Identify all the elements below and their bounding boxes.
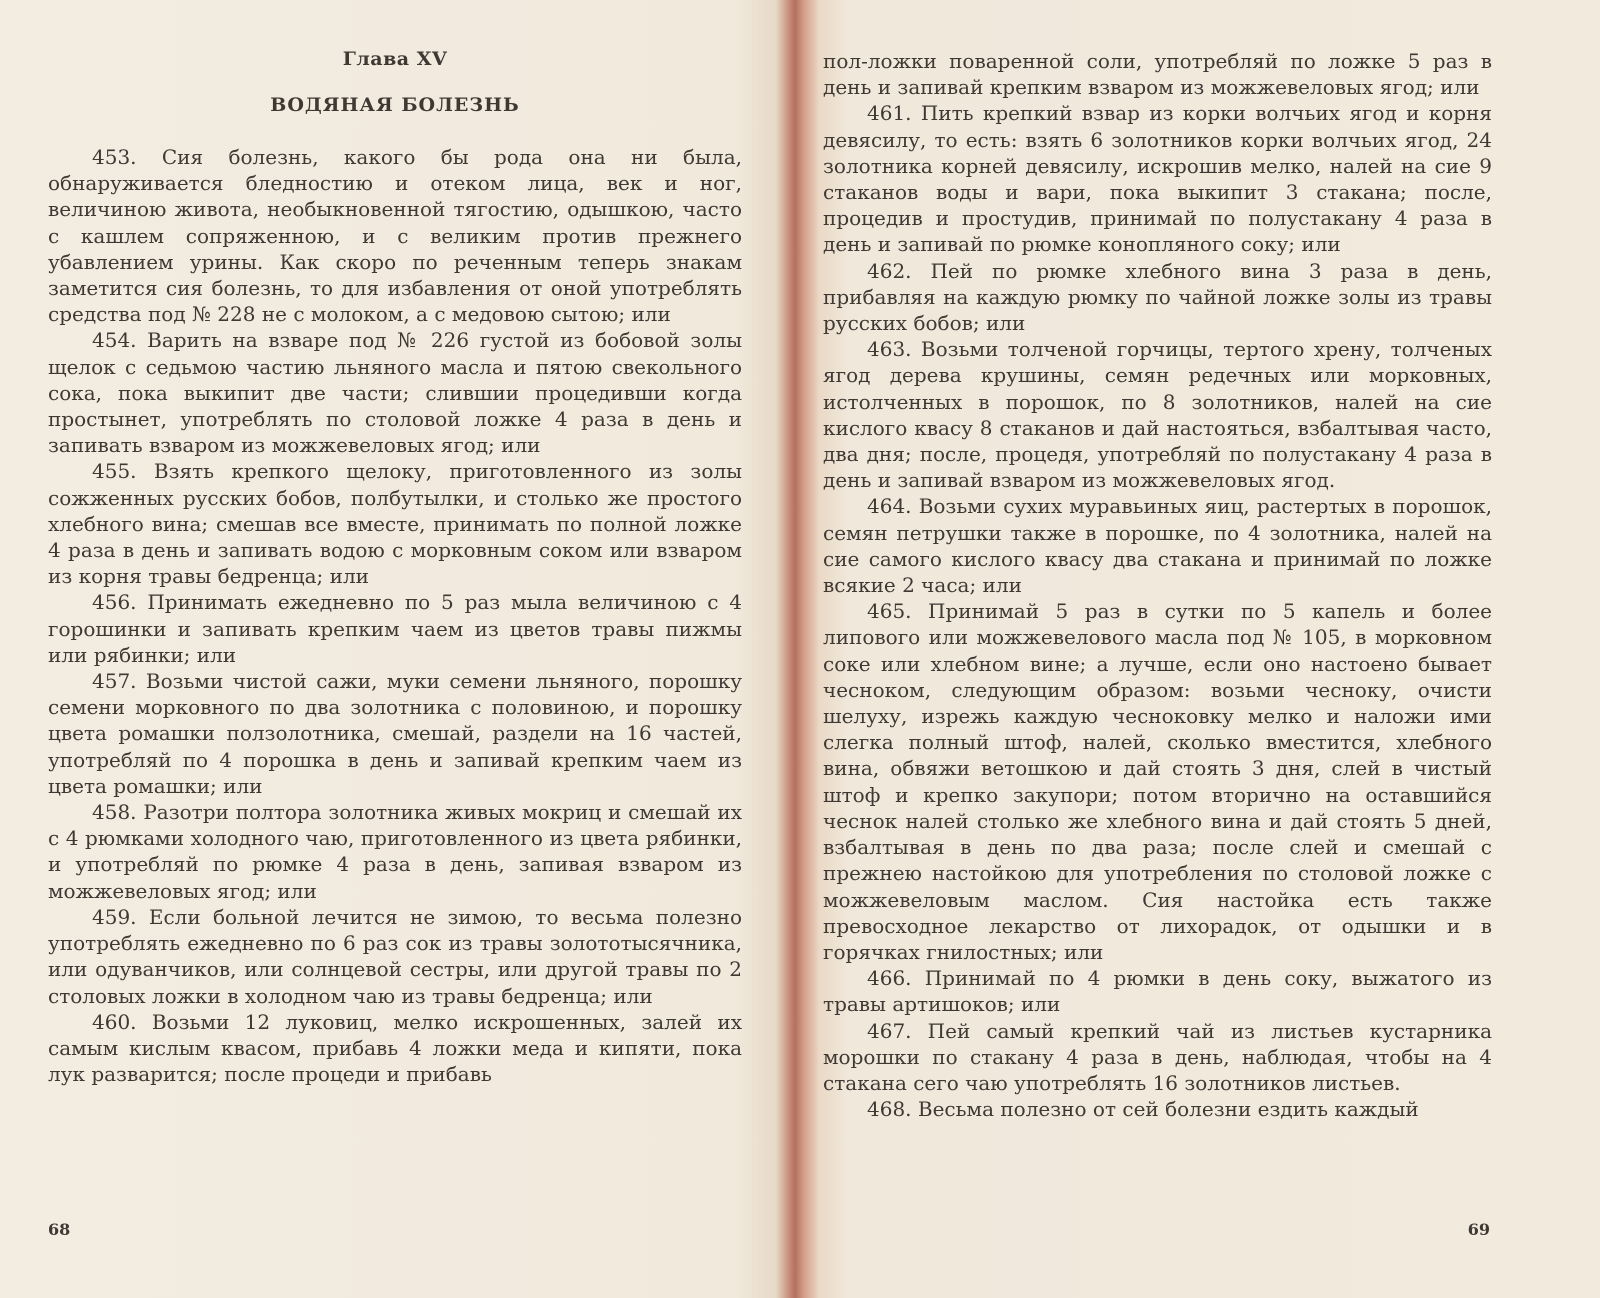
paragraph-463: 463. Возьми толченой горчицы, тертого хрену, толченых ягод дерева крушины, семян редечных или морковных, истолченных в порошок, по 8 золотников, налей на сие кислого квасу 8 стаканов и дай настояться, взбалтывая часто, два дня; после, процедя, употребляй по полустакану 4 раза в день и запивай взваром из можжевеловых ягод. [823,337,1492,493]
paragraph-457: 457. Возьми чистой сажи, муки семени льняного, порошку семени морковного по два золотника с половиною, и порошку цвета ромашки ползолотника, смешай, раздели на 16 частей, употребляй по 4 порошка в день и запивай крепким чаем из цвета ромашки; или [48,669,742,798]
paragraph-466: 466. Принимай по 4 рюмки в день соку, выжатого из травы артишоков; или [823,966,1492,1017]
paragraph-453: 453. Сия болезнь, какого бы рода она ни была, обнаруживается бледностию и отеком лица, век и ног, величиною живота, необыкновенной тягостию, одышкою, часто с кашлем сопряженною, и с великим против прежнего убавлением урины. Как скоро по реченным теперь знакам заметится сия болезнь, то для избавления от оной употреблять средства под № 228 не с молоком, а с медовою сытою; или [48,145,742,327]
paragraph-460-continued: пол-ложки поваренной соли, употребляй по ложке 5 раз в день и запивай крепким взваром из можжевеловых ягод; или [823,49,1492,100]
paragraph-458: 458. Разотри полтора золотника живых мокриц и смешай их с 4 рюмками холодного чаю, приготовленного из цвета рябинки, и употребляй по рюмке 4 раза в день, запивая взваром из можжевеловых ягод; или [48,800,742,903]
chapter-title: ВОДЯНАЯ БОЛЕЗНЬ [270,94,520,116]
paragraph-468: 468. Весьма полезно от сей болезни ездить каждый [867,1097,1419,1122]
left-page [0,0,790,1298]
paragraph-462: 462. Пей по рюмке хлебного вина 3 раза в день, прибавляя на каждую рюмку по чайной ложке золы из травы русских бобов; или [823,258,1492,336]
paragraph-459: 459. Если больной лечится не зимою, то весьма полезно употреблять ежедневно по 6 раз сок из травы золототысячника, или одуванчиков, или солнцевой сестры, или другой травы по 2 столовых ложки в холодном чаю из травы бедренца; или [48,904,742,1008]
paragraph-456: 456. Принимать ежедневно по 5 раз мыла величиною с 4 горошинки и запивать крепким чаем из цветов травы пижмы или рябинки; или [48,590,742,667]
paragraph-454: 454. Варить на взваре под № 226 густой из бобовой золы щелок с седьмою частию льняного масла и пятою свекольного сока, пока выкипит две части; слившии процедивши когда простынет, употреблять по столовой ложке 4 раза в день и запивать взваром из можжевеловых ягод; или [48,328,742,458]
paragraph-460: 460. Возьми 12 луковиц, мелко искрошенных, залей их самым кислым квасом, прибавь 4 ложки меда и кипяти, пока лук разварится; после процеди и прибавь [48,1009,742,1087]
chapter-heading: Глава XV [342,48,448,70]
right-page [805,0,1600,1298]
paragraph-464: 464. Возьми сухих муравьиных яиц, растертых в порошок, семян петрушки также в порошке, по 4 золотника, налей на сие самого кислого квасу два стакана и принимай по ложке всякие 2 часа; или [823,494,1492,598]
page-number: 69 [1467,1220,1490,1239]
page-number: 68 [48,1220,71,1239]
paragraph-461: 461. Пить крепкий взвар из корки волчьих ягод и корня девясилу, то есть: взять 6 золотников корки волчьих ягод, 24 золотника корней девясилу, искрошив мелко, налей на сие 9 стаканов воды и вари, пока выкипит 3 стакана; после, процедив и простудив, принимай по полустакану 4 раза в день и запивай по рюмке конопляного соку; или [823,101,1492,257]
paragraph-467: 467. Пей самый крепкий чай из листьев кустарника морошки по стакану 4 раза в день, наблюдая, чтобы на 4 стакана сего чаю употреблять 16 золотников листьев. [823,1018,1492,1095]
paragraph-455: 455. Взять крепкого щелоку, приготовленного из золы сожженных русских бобов, полбутылки, и столько же простого хлебного вина; смешав все вместе, принимать по полной ложке 4 раза в день и запивать водою с морковным соком или взваром из корня травы бедренца; или [48,459,742,589]
paragraph-465: 465. Принимай 5 раз в сутки по 5 капель и более липового или можжевелового масла под № 105, в морковном соке или хлебном вине; а лучше, если оно настоено бывает чесноком, следующим образом: возьми чесноку, очисти шелуху, изрежь каждую чесноковку мелко и наложи ими слегка полный штоф, налей, сколько вместится, хлебного вина, обвяжи ветошкою и дай стоять 3 дня, слей в чистый штоф и крепко закупори; потом вторично на оставшийся чеснок налей столько же хлебного вина и дай стоять 5 дней, взбалтывая в день по два раза; после слей и смешай с прежнею настойкою для употребления по столовой ложке с можжевеловым маслом. Сия настойка есть также превосходное лекарство от лихорадок, от одышки и в горячках гнилостных; или [823,599,1492,964]
